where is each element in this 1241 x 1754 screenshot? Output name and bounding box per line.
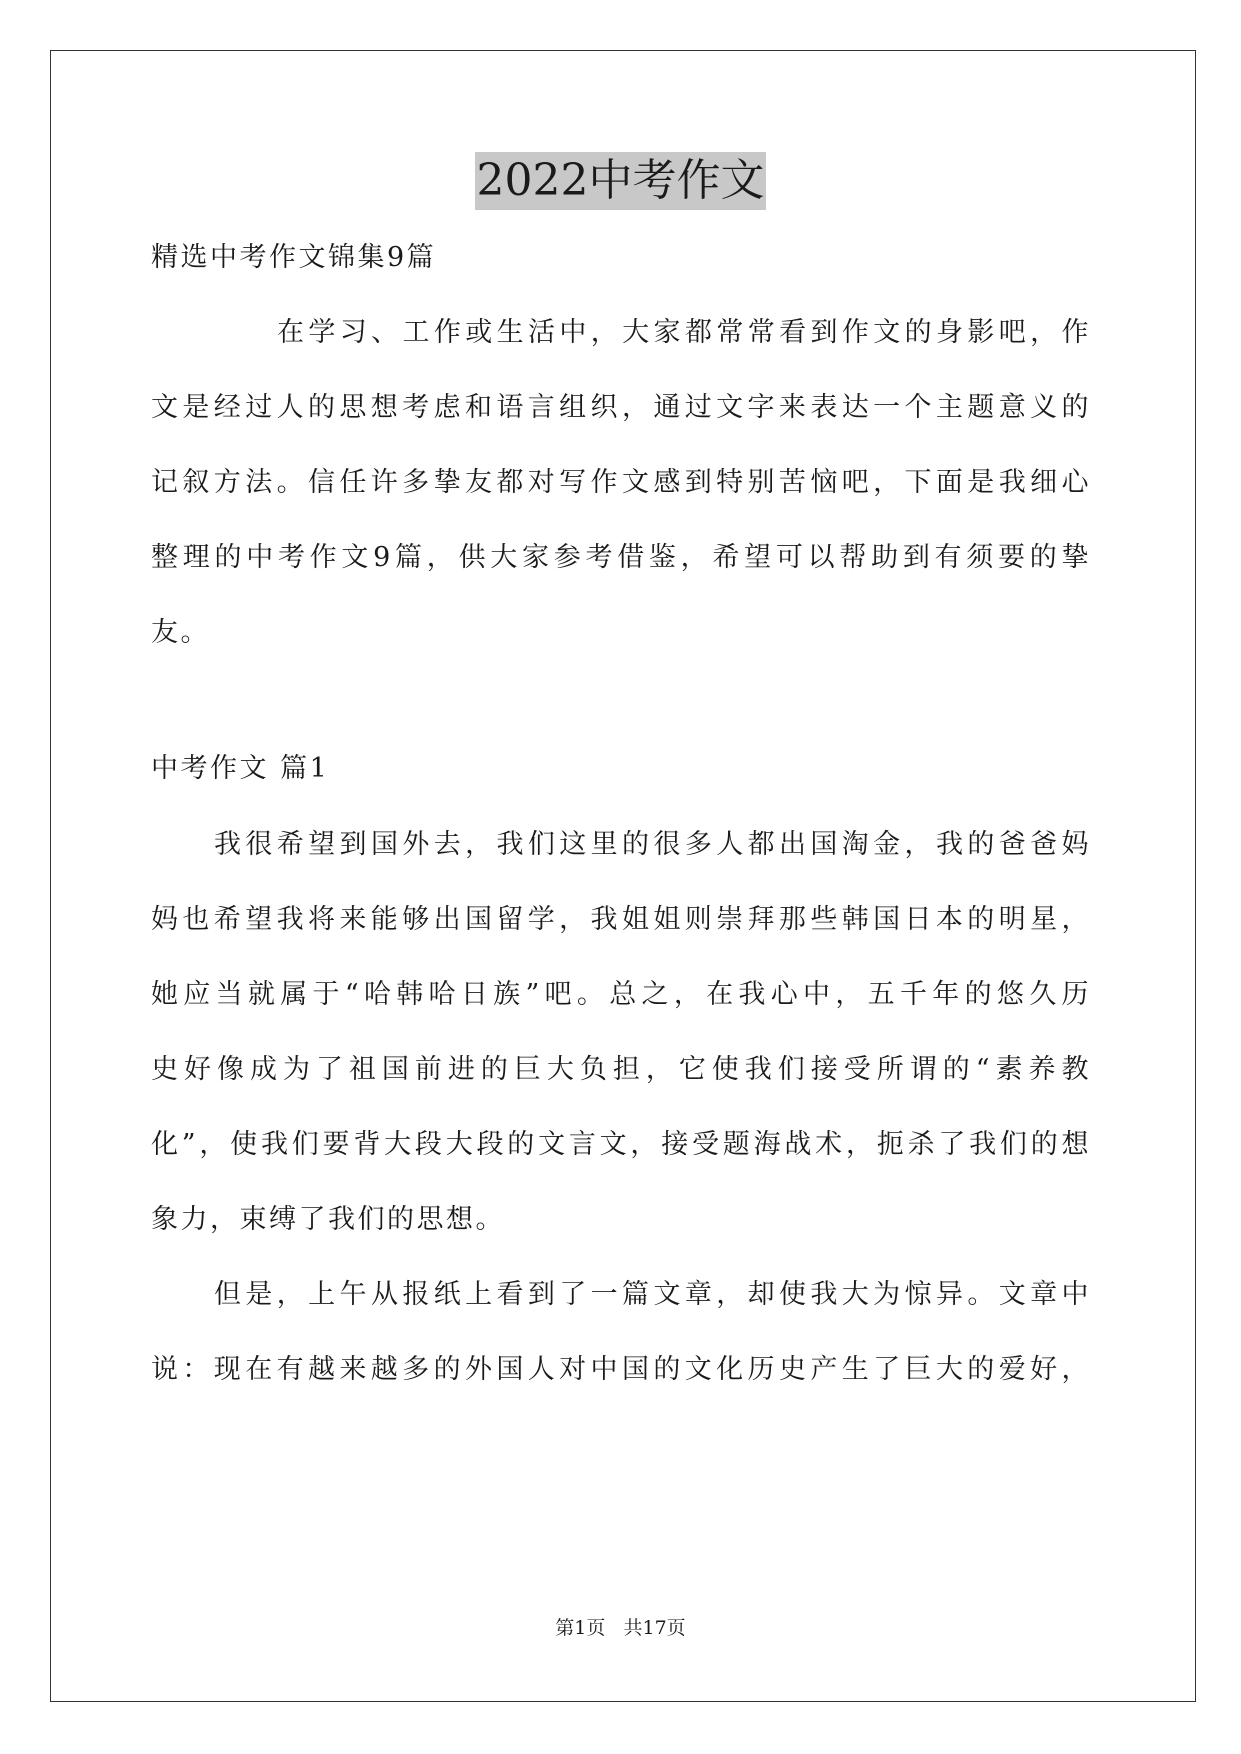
- title-container: [0, 152, 1241, 210]
- document-subtitle: 精选中考作文锦集9篇: [151, 242, 437, 273]
- paragraph2-line-2: 说：现在有越来越多的外国人对中国的文化历史产生了巨大的爱好，: [151, 1354, 1091, 1385]
- page-border: [50, 50, 1196, 1702]
- document-title: 2022中考作文: [475, 152, 767, 210]
- paragraph1-line-3: 她应当就属于“哈韩哈日族”吧。总之，在我心中，五千年的悠久历: [151, 979, 1091, 1010]
- paragraph1-line-5: 化”，使我们要背大段大段的文言文，接受题海战术，扼杀了我们的想: [151, 1129, 1091, 1160]
- intro-line-5: 友。: [151, 617, 210, 648]
- paragraph2-line-1: 但是，上午从报纸上看到了一篇文章，却使我大为惊异。文章中: [214, 1279, 1091, 1310]
- paragraph1-line-4: 史好像成为了祖国前进的巨大负担，它使我们接受所谓的“素养教: [151, 1054, 1091, 1085]
- intro-line-1: 在学习、工作或生活中，大家都常常看到作文的身影吧，作: [277, 317, 1091, 348]
- intro-line-2: 文是经过人的思想考虑和语言组织，通过文字来表达一个主题意义的: [151, 392, 1091, 423]
- intro-line-4: 整理的中考作文9篇，供大家参考借鉴，希望可以帮助到有须要的挚: [151, 542, 1091, 573]
- paragraph1-line-6: 象力，束缚了我们的思想。: [151, 1204, 505, 1235]
- paragraph1-line-2: 妈也希望我将来能够出国留学，我姐姐则崇拜那些韩国日本的明星，: [151, 904, 1091, 935]
- intro-line-3: 记叙方法。信任许多挚友都对写作文感到特别苦恼吧，下面是我细心: [151, 467, 1091, 498]
- page-footer: 第1页 共17页: [555, 1617, 686, 1639]
- paragraph1-line-1: 我很希望到国外去，我们这里的很多人都出国淘金，我的爸爸妈: [214, 829, 1091, 860]
- section-heading: 中考作文 篇1: [151, 753, 330, 784]
